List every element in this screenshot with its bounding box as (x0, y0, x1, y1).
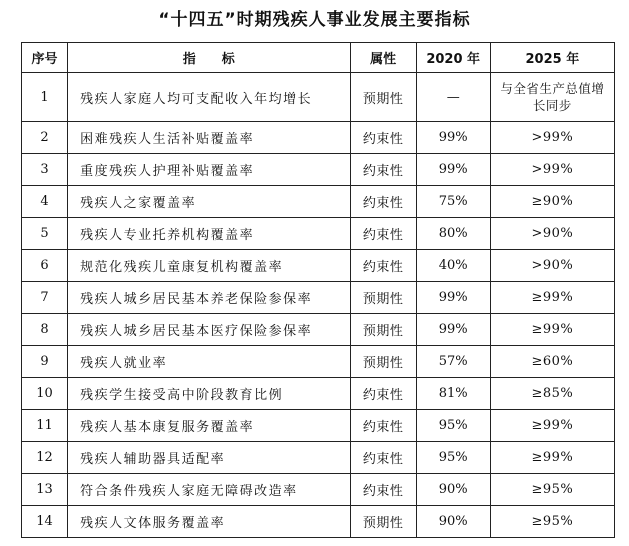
cell-2025: ≥90% (490, 186, 614, 218)
cell-indicator: 残疾人家庭人均可支配收入年均增长 (68, 73, 350, 122)
cell-attribute: 预期性 (350, 314, 416, 346)
table-row (22, 506, 615, 538)
table-row (22, 282, 615, 314)
cell-2025: >99% (490, 154, 614, 186)
table-row (22, 474, 615, 506)
cell-seq: 11 (22, 410, 68, 442)
cell-attribute: 约束性 (350, 250, 416, 282)
cell-seq: 12 (22, 442, 68, 474)
cell-2020: 99% (416, 154, 490, 186)
cell-attribute: 预期性 (350, 73, 416, 122)
cell-indicator: 残疾学生接受高中阶段教育比例 (68, 378, 350, 410)
header-seq: 序号 (22, 43, 68, 73)
cell-indicator: 规范化残疾儿童康复机构覆盖率 (68, 250, 350, 282)
cell-seq: 8 (22, 314, 68, 346)
cell-2025: ≥99% (490, 442, 614, 474)
cell-2025: ≥60% (490, 346, 614, 378)
cell-2025: >90% (490, 218, 614, 250)
header-indicator (68, 43, 350, 73)
table-row (22, 73, 615, 122)
cell-2025: >90% (490, 250, 614, 282)
cell-attribute: 约束性 (350, 442, 416, 474)
table-row (22, 250, 615, 282)
cell-attribute: 预期性 (350, 346, 416, 378)
cell-seq: 3 (22, 154, 68, 186)
cell-2025: ≥85% (490, 378, 614, 410)
cell-seq: 1 (22, 73, 68, 122)
cell-seq: 5 (22, 218, 68, 250)
cell-2020: 75% (416, 186, 490, 218)
cell-seq: 4 (22, 186, 68, 218)
cell-2025: ≥95% (490, 474, 614, 506)
table-row (22, 442, 615, 474)
table-row (22, 378, 615, 410)
table-row (22, 410, 615, 442)
indicators-table (21, 42, 615, 538)
cell-2025: ≥95% (490, 506, 614, 538)
cell-2020: 90% (416, 474, 490, 506)
table-row (22, 218, 615, 250)
cell-attribute: 约束性 (350, 378, 416, 410)
cell-indicator: 残疾人文体服务覆盖率 (68, 506, 350, 538)
header-2025: 2025 年 (490, 43, 614, 73)
cell-attribute: 预期性 (350, 282, 416, 314)
cell-2020: 99% (416, 282, 490, 314)
cell-2020: 99% (416, 314, 490, 346)
header-2020: 2020 年 (416, 43, 490, 73)
cell-attribute: 约束性 (350, 122, 416, 154)
cell-seq: 10 (22, 378, 68, 410)
cell-indicator: 符合条件残疾人家庭无障碍改造率 (68, 474, 350, 506)
cell-2020: 95% (416, 410, 490, 442)
cell-2025: ≥99% (490, 314, 614, 346)
cell-indicator: 残疾人之家覆盖率 (68, 186, 350, 218)
cell-indicator: 困难残疾人生活补贴覆盖率 (68, 122, 350, 154)
cell-indicator: 残疾人辅助器具适配率 (68, 442, 350, 474)
table-row (22, 346, 615, 378)
cell-indicator: 残疾人城乡居民基本养老保险参保率 (68, 282, 350, 314)
table-row (22, 314, 615, 346)
cell-attribute: 约束性 (350, 218, 416, 250)
cell-seq: 13 (22, 474, 68, 506)
cell-indicator: 残疾人就业率 (68, 346, 350, 378)
cell-2020: — (416, 73, 490, 122)
table-body (22, 73, 615, 538)
cell-2025: 与全省生产总值增长同步 (490, 73, 614, 122)
cell-2020: 95% (416, 442, 490, 474)
cell-indicator: 残疾人专业托养机构覆盖率 (68, 218, 350, 250)
header-attribute: 属性 (350, 43, 416, 73)
cell-indicator: 残疾人基本康复服务覆盖率 (68, 410, 350, 442)
cell-2025: ≥99% (490, 282, 614, 314)
cell-attribute: 预期性 (350, 506, 416, 538)
cell-2020: 81% (416, 378, 490, 410)
cell-2020: 80% (416, 218, 490, 250)
cell-seq: 2 (22, 122, 68, 154)
cell-2025: >99% (490, 122, 614, 154)
cell-seq: 14 (22, 506, 68, 538)
cell-indicator: 重度残疾人护理补贴覆盖率 (68, 154, 350, 186)
cell-2020: 90% (416, 506, 490, 538)
cell-indicator: 残疾人城乡居民基本医疗保险参保率 (68, 314, 350, 346)
cell-seq: 6 (22, 250, 68, 282)
cell-attribute: 约束性 (350, 474, 416, 506)
table-row (22, 154, 615, 186)
header-row (22, 43, 615, 73)
table-row (22, 122, 615, 154)
cell-2020: 99% (416, 122, 490, 154)
header-indicator-label: 指标 (182, 52, 261, 67)
cell-2020: 57% (416, 346, 490, 378)
document-title: “十四五”时期残疾人事业发展主要指标 (158, 10, 471, 30)
table-header (22, 43, 615, 73)
table-row (22, 186, 615, 218)
cell-seq: 7 (22, 282, 68, 314)
cell-attribute: 约束性 (350, 154, 416, 186)
cell-seq: 9 (22, 346, 68, 378)
cell-2020: 40% (416, 250, 490, 282)
cell-attribute: 约束性 (350, 186, 416, 218)
cell-2025: ≥99% (490, 410, 614, 442)
cell-attribute: 约束性 (350, 410, 416, 442)
